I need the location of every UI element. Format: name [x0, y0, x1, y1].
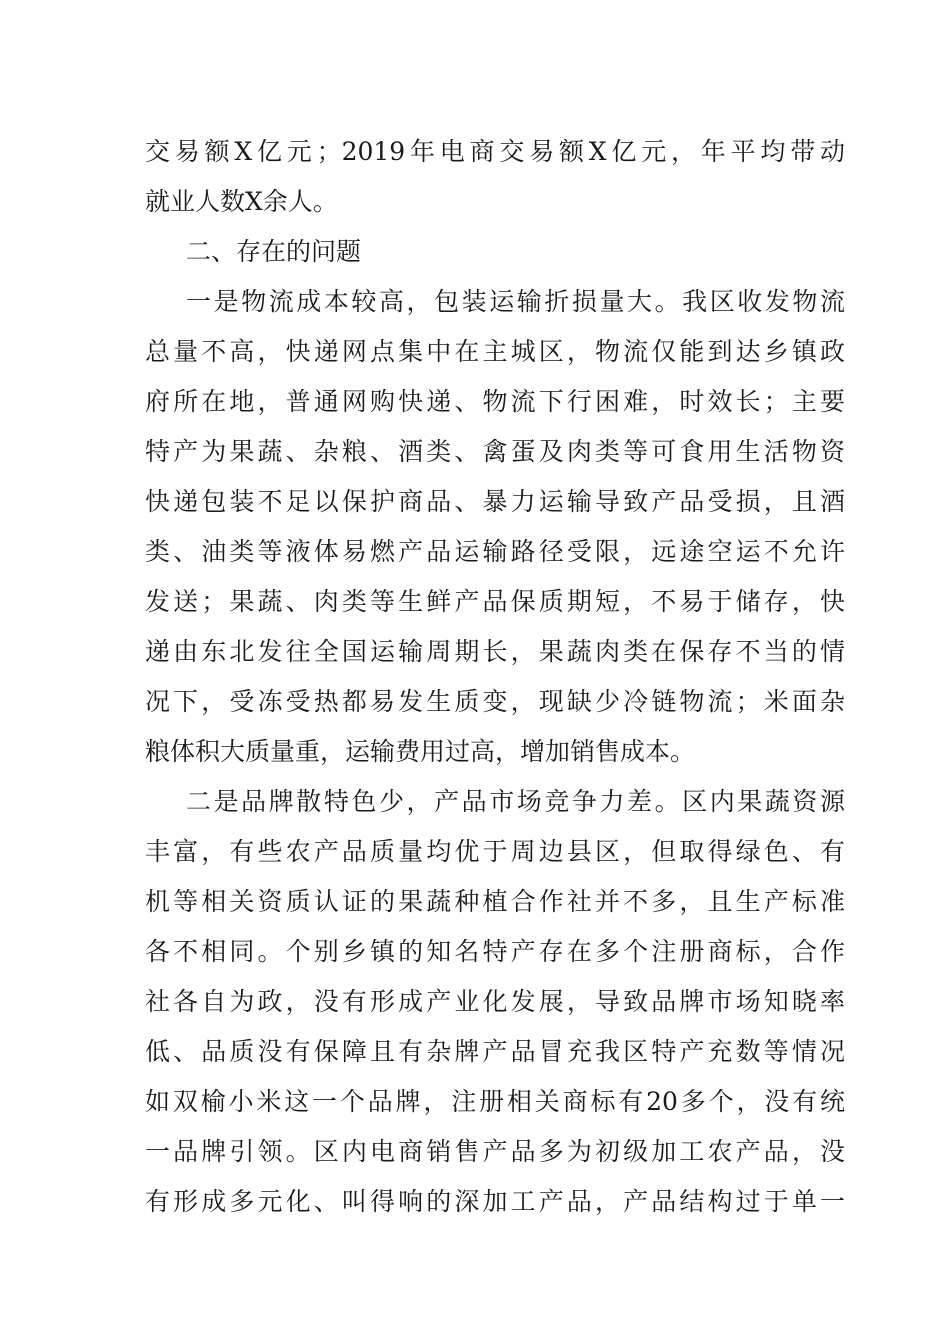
paragraph-line: 交易额X亿元；2019年电商交易额X亿元，年平均带动 — [145, 137, 845, 166]
paragraph-line: 就业人数X余人。 — [145, 187, 338, 216]
paragraph-line: 一是物流成本较高，包装运输折损量大。我区收发物流 — [186, 287, 845, 316]
paragraph-line: 一品牌引领。区内电商销售产品多为初级加工农产品，没 — [145, 1137, 845, 1166]
section-heading: 二、存在的问题 — [186, 237, 362, 266]
paragraph-line: 二是品牌散特色少，产品市场竞争力差。区内果蔬资源 — [186, 787, 845, 816]
paragraph-line: 粮体积大质量重，运输费用过高，增加销售成本。 — [145, 737, 696, 766]
paragraph-line: 有形成多元化、叫得响的深加工产品，产品结构过于单一 — [145, 1187, 845, 1216]
paragraph-line: 快递包装不足以保护商品、暴力运输导致产品受损，且酒 — [145, 487, 845, 516]
paragraph-line: 机等相关资质认证的果蔬种植合作社并不多，且生产标准 — [145, 887, 845, 916]
paragraph-line: 丰富，有些农产品质量均优于周边县区，但取得绿色、有 — [145, 837, 845, 866]
paragraph-line: 总量不高，快递网点集中在主城区，物流仅能到达乡镇政 — [145, 337, 845, 366]
paragraph-line: 社各自为政，没有形成产业化发展，导致品牌市场知晓率 — [145, 987, 845, 1016]
paragraph-line: 类、油类等液体易燃产品运输路径受限，远途空运不允许 — [145, 537, 845, 566]
paragraph-line: 各不相同。个别乡镇的知名特产存在多个注册商标，合作 — [145, 937, 845, 966]
paragraph-line: 特产为果蔬、杂粮、酒类、禽蛋及肉类等可食用生活物资 — [145, 437, 845, 466]
paragraph-line: 府所在地，普通网购快递、物流下行困难，时效长；主要 — [145, 387, 845, 416]
paragraph-line: 低、品质没有保障且有杂牌产品冒充我区特产充数等情况 — [145, 1037, 845, 1066]
paragraph-line: 发送；果蔬、肉类等生鲜产品保质期短，不易于储存，快 — [145, 587, 845, 616]
paragraph-line: 况下，受冻受热都易发生质变，现缺少冷链物流；米面杂 — [145, 687, 845, 716]
paragraph-line: 如双榆小米这一个品牌，注册相关商标有20多个，没有统 — [145, 1087, 845, 1116]
paragraph-line: 递由东北发往全国运输周期长，果蔬肉类在保存不当的情 — [145, 637, 845, 666]
